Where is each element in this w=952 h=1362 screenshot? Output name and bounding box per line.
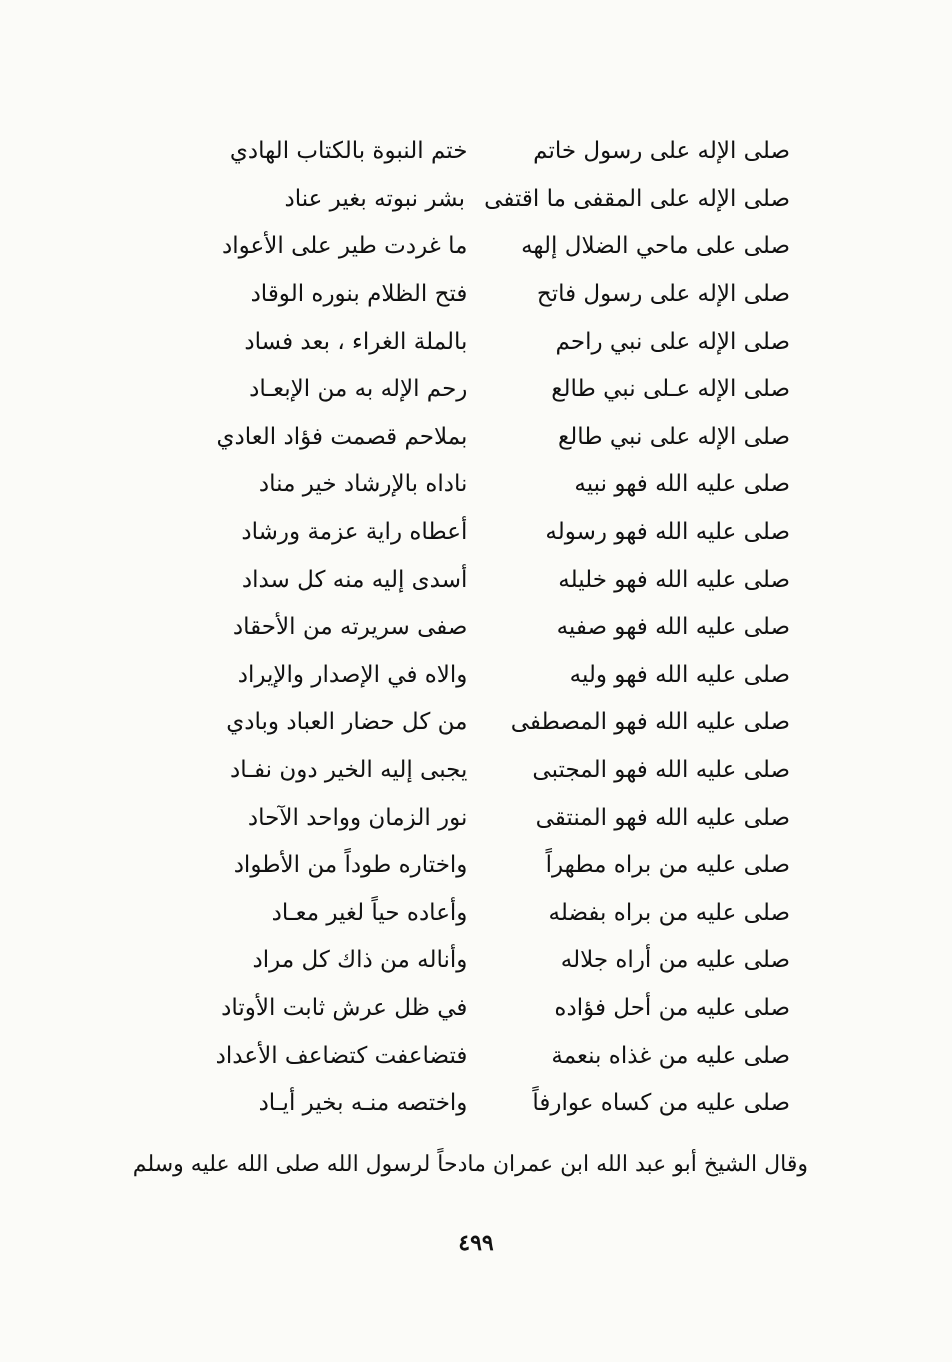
- first-hemistich: صلى على ماحي الضلال إلهه: [521, 233, 790, 260]
- second-hemistich: صفى سريرته من الأحقاد: [232, 614, 468, 641]
- second-hemistich: بملاحم قصمت فؤاد العادي: [216, 423, 468, 450]
- first-hemistich: صلى عليه من براه بفضله: [548, 899, 790, 926]
- second-hemistich: أعطاه راية عزمة ورشاد: [241, 519, 468, 546]
- first-hemistich: صلى عليه الله فهو نبيه: [574, 471, 790, 498]
- verse-5: [150, 318, 810, 366]
- second-hemistich: من كل حضار العباد وبادي: [226, 709, 468, 736]
- poem: [150, 128, 810, 1127]
- first-hemistich: صلى عليه من أحل فؤاده: [554, 994, 790, 1021]
- second-hemistich: والاه في الإصدار والإيراد: [237, 661, 468, 688]
- first-hemistich: صلى الإله على المقفى ما اقتفى: [484, 185, 790, 212]
- page-number: ٤٩٩: [458, 1230, 494, 1256]
- verse-14: [150, 747, 810, 795]
- first-hemistich: صلى عليه الله فهو رسوله: [545, 519, 790, 546]
- first-hemistich: صلى عليه الله فهو المصطفى: [510, 709, 790, 736]
- first-hemistich: صلى عليه الله فهو صفيه: [556, 614, 790, 641]
- second-hemistich: واختاره طوداً من الأطواد: [233, 852, 468, 879]
- first-hemistich: صلى عليه من أراه جلاله: [560, 947, 790, 974]
- first-hemistich: صلى عليه الله فهو وليه: [569, 661, 790, 688]
- second-hemistich: وأناله من ذاك كل مراد: [252, 947, 468, 974]
- verse-12: [150, 652, 810, 700]
- verse-11: [150, 604, 810, 652]
- intro-line: وقال الشيخ أبو عبد الله ابن عمران مادحاً لرسول الله صلى الله عليه وسلم: [132, 1152, 808, 1177]
- second-hemistich: ختم النبوة بالكتاب الهادي: [229, 138, 468, 165]
- first-hemistich: صلى عليه من غذاه بنعمة: [551, 1042, 790, 1069]
- first-hemistich: صلى عليه الله فهو المنتقى: [535, 804, 790, 831]
- verse-1: [150, 128, 810, 176]
- first-hemistich: صلى عليه الله فهو المجتبى: [532, 757, 790, 784]
- first-hemistich: صلى عليه من براه مطهراً: [545, 852, 790, 879]
- second-hemistich: أسدى إليه منه كل سداد: [241, 566, 468, 593]
- verse-10: [150, 556, 810, 604]
- verse-20: [150, 1032, 810, 1080]
- second-hemistich: رحم الإله به من الإبعـاد: [249, 376, 468, 403]
- verse-17: [150, 890, 810, 938]
- second-hemistich: ما غردت طير على الأعواد: [222, 233, 468, 260]
- first-hemistich: صلى عليه الله فهو خليله: [558, 566, 790, 593]
- verse-2: [150, 176, 810, 224]
- verse-18: [150, 937, 810, 985]
- second-hemistich: في ظل عرش ثابت الأوتاد: [221, 994, 468, 1021]
- verse-9: [150, 509, 810, 557]
- second-hemistich: واختصه منـه بخير أيـاد: [258, 1090, 468, 1117]
- verse-16: [150, 842, 810, 890]
- verse-3: [150, 223, 810, 271]
- verse-6: [150, 366, 810, 414]
- second-hemistich: بالملة الغراء ، بعد فساد: [244, 328, 468, 355]
- first-hemistich: صلى عليه من كساه عوارفاً: [532, 1090, 790, 1117]
- verse-21: [150, 1080, 810, 1128]
- verse-13: [150, 699, 810, 747]
- verse-7: [150, 414, 810, 462]
- second-hemistich: فتح الظلام بنوره الوقاد: [250, 281, 468, 308]
- first-hemistich: صلى الإله عـلى نبي طالع: [551, 376, 790, 403]
- second-hemistich: يجبى إليه الخير دون نفـاد: [230, 757, 468, 784]
- second-hemistich: فتضاعفت كتضاعف الأعداد: [215, 1042, 468, 1069]
- verse-15: [150, 794, 810, 842]
- second-hemistich: وأعاده حياً لغير معـاد: [271, 899, 468, 926]
- first-hemistich: صلى الإله على رسول خاتم: [533, 138, 790, 165]
- second-hemistich: بشر نبوته بغير عناد: [284, 185, 465, 212]
- verse-4: [150, 271, 810, 319]
- first-hemistich: صلى الإله على رسول فاتح: [536, 281, 790, 308]
- first-hemistich: صلى الإله على نبي راحم: [555, 328, 790, 355]
- second-hemistich: ناداه بالإرشاد خير مناد: [258, 471, 468, 498]
- verse-19: [150, 985, 810, 1033]
- verse-8: [150, 461, 810, 509]
- first-hemistich: صلى الإله على نبي طالع: [558, 423, 790, 450]
- second-hemistich: نور الزمان وواحد الآحاد: [247, 804, 468, 831]
